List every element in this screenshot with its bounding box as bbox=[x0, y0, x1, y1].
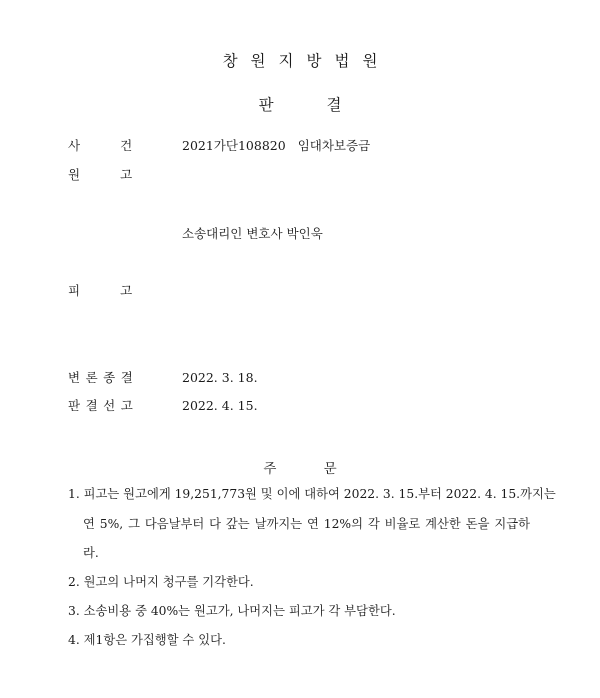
attorney: 소송대리인 변호사 박인욱 bbox=[182, 226, 323, 241]
order-item-1-line-2: 연 5%, 그 다음날부터 다 갚는 날까지는 연 12%의 각 비율로 계산한 돈을 지급하 bbox=[83, 517, 530, 531]
case-label: 사건 bbox=[68, 138, 173, 153]
order-item-1-line-3: 라. bbox=[83, 546, 99, 560]
closing-label: 변론종결 bbox=[68, 370, 139, 385]
case-number: 2021가단108820 bbox=[182, 138, 286, 153]
order-item-2: 2. 원고의 나머지 청구를 기각한다. bbox=[68, 575, 254, 589]
document-title: 판 결 bbox=[258, 96, 342, 114]
order-item-3: 3. 소송비용 중 40%는 원고가, 나머지는 피고가 각 부담한다. bbox=[68, 604, 396, 618]
plaintiff-label: 원고 bbox=[68, 167, 173, 182]
judgment-label: 판결선고 bbox=[68, 398, 139, 413]
case-name: 임대차보증금 bbox=[297, 138, 371, 153]
order-item-1-line-1: 1. 피고는 원고에게 19,251,773원 및 이에 대하여 2022. 3. 15.부터 2022. 4. 15.까지는 bbox=[68, 487, 556, 501]
judgment-date: 2022. 4. 15. bbox=[182, 398, 258, 413]
order-heading: 주 문 bbox=[263, 461, 337, 477]
order-item-4: 4. 제1항은 가집행할 수 있다. bbox=[68, 633, 226, 647]
court-name: 창원지방법원 bbox=[222, 52, 391, 70]
defendant-label: 피고 bbox=[68, 283, 173, 298]
case-value bbox=[182, 138, 370, 154]
closing-date: 2022. 3. 18. bbox=[182, 370, 258, 385]
